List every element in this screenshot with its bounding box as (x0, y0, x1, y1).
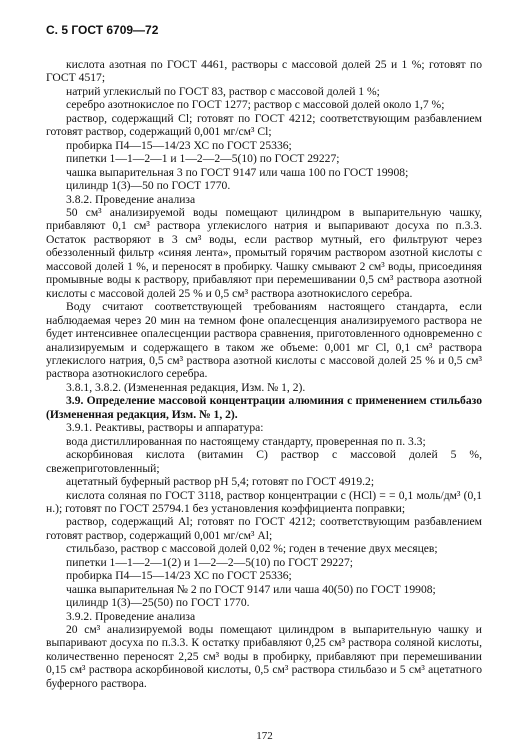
amendment-note: 3.8.1, 3.8.2. (Измененная редакция, Изм. № 1, 2). (66, 380, 306, 394)
paragraph: вода дистиллированная по настоящему стандарту, проверенная по п. 3.3; (66, 434, 426, 448)
paragraph: ацетатный буферный раствор pH 5,4; готовят по ГОСТ 4919.2; (66, 475, 375, 489)
paragraph: раствор, содержащий Cl; готовят по ГОСТ 4212; соответствующим разбавлением готовят раствор, содержащий 0,001 мг/см³ Cl; (46, 111, 482, 139)
paragraph: 3.9.1. Реактивы, растворы и аппаратура: (66, 421, 264, 435)
paragraph: пипетки 1—1—2—1 и 1—2—2—5(10) по ГОСТ 29227; (66, 152, 340, 166)
paragraph: пробирка П4—15—14/23 ХС по ГОСТ 25336; (66, 138, 292, 152)
paragraph: натрий углекислый по ГОСТ 83, раствор с массовой долей 1 %; (66, 84, 380, 98)
paragraph: 20 см³ анализируемой воды помещают цилиндром в выпарительную чашку и выпаривают досуха по п.3.3. К остатку прибавляют 0,25 см³ раствора соляной кислоты, количественно переносят 2,25 см³ воды в пробирку, прибавляют при перемешивании 0,15 см³ раствора аскорбиновой кислоты, 0,5 см³ раствора стильбазо и 5 см³ ацетатного буферного раствора. (46, 623, 482, 690)
paragraph: Воду считают соответствующей требованиям настоящего стандарта, если наблюдаемая через 20 мин на темном фоне опалесценция анализируемого раствора не будет интенсивнее опалесценции раствора сравнения, приготовленного одновременно с анализируемым и содержащего в таком же объеме: 0,001 мг Cl, 0,1 см³ раствора углекислого натрия, 0,5 см³ раствора азотной кислоты с массовой долей 25 % и 0,5 см³ раствора азотнокислого серебра. (46, 300, 482, 381)
paragraph: стильбазо, раствор с массовой долей 0,02 %; годен в течение двух месяцев; (66, 542, 438, 556)
paragraph: цилиндр 1(3)—25(50) по ГОСТ 1770. (66, 596, 250, 610)
paragraph: серебро азотнокислое по ГОСТ 1277; раствор с массовой долей около 1,7 %; (66, 98, 445, 112)
paragraph: чашка выпарительная 3 по ГОСТ 9147 или чаша 100 по ГОСТ 19908; (66, 165, 409, 179)
running-header: С. 5 ГОСТ 6709—72 (46, 23, 159, 37)
section-heading: 3.9. Определение массовой концентрации алюминия с применением стильбазо (Измененная редакция, Изм. № 1, 2). (46, 394, 482, 421)
section-heading: 3.8.2. Проведение анализа (66, 192, 196, 206)
paragraph: кислота азотная по ГОСТ 4461, растворы с массовой долей 25 и 1 %; готовят по ГОСТ 4517; (46, 58, 482, 85)
paragraph: цилиндр 1(3)—50 по ГОСТ 1770. (66, 179, 231, 193)
paragraph: чашка выпарительная № 2 по ГОСТ 9147 или чаша 40(50) по ГОСТ 19908; (66, 582, 436, 596)
paragraph: 50 см³ анализируемой воды помещают цилиндром в выпарительную чашку, прибавляют 0,1 см³ раствора углекислого натрия и выпаривают досуха по п.3.3. Остаток растворяют в 3 см³ воды, если раствор мутный, его фильтруют через обеззоленный фильтр «синяя лента», промытый горячим раствором азотной кислоты с массовой долей 1 %, и переносят в пробирку. Чашку смывают 2 см³ воды, присоединяя промывные воды к раствору, прибавляют при перемешивании 0,5 см³ раствора азотной кислоты с массовой долей 25 % и 0,5 см³ раствора азотнокислого серебра. (46, 205, 482, 300)
section-heading: 3.9.2. Проведение анализа (66, 609, 196, 623)
paragraph: раствор, содержащий Al; готовят по ГОСТ 4212; соответствующим разбавлением готовят раствор, содержащий 0,001 мг/см³ Al; (46, 515, 482, 542)
paragraph: пробирка П4—15—14/23 ХС по ГОСТ 25336; (66, 569, 292, 583)
paragraph: кислота соляная по ГОСТ 3118, раствор концентрации c (HCl) = = 0,1 моль/дм³ (0,1 н.); готовят по ГОСТ 25794.1 без установления коэффициента поправки; (46, 488, 482, 515)
paragraph: пипетки 1—1—2—1(2) и 1—2—2—5(10) по ГОСТ 29227; (66, 555, 353, 569)
paragraph: аскорбиновая кислота (витамин С) раствор с массовой долей 5 %, свежеприготовленный; (46, 448, 482, 475)
document-body (46, 58, 482, 690)
page-number: 172 (256, 730, 273, 742)
